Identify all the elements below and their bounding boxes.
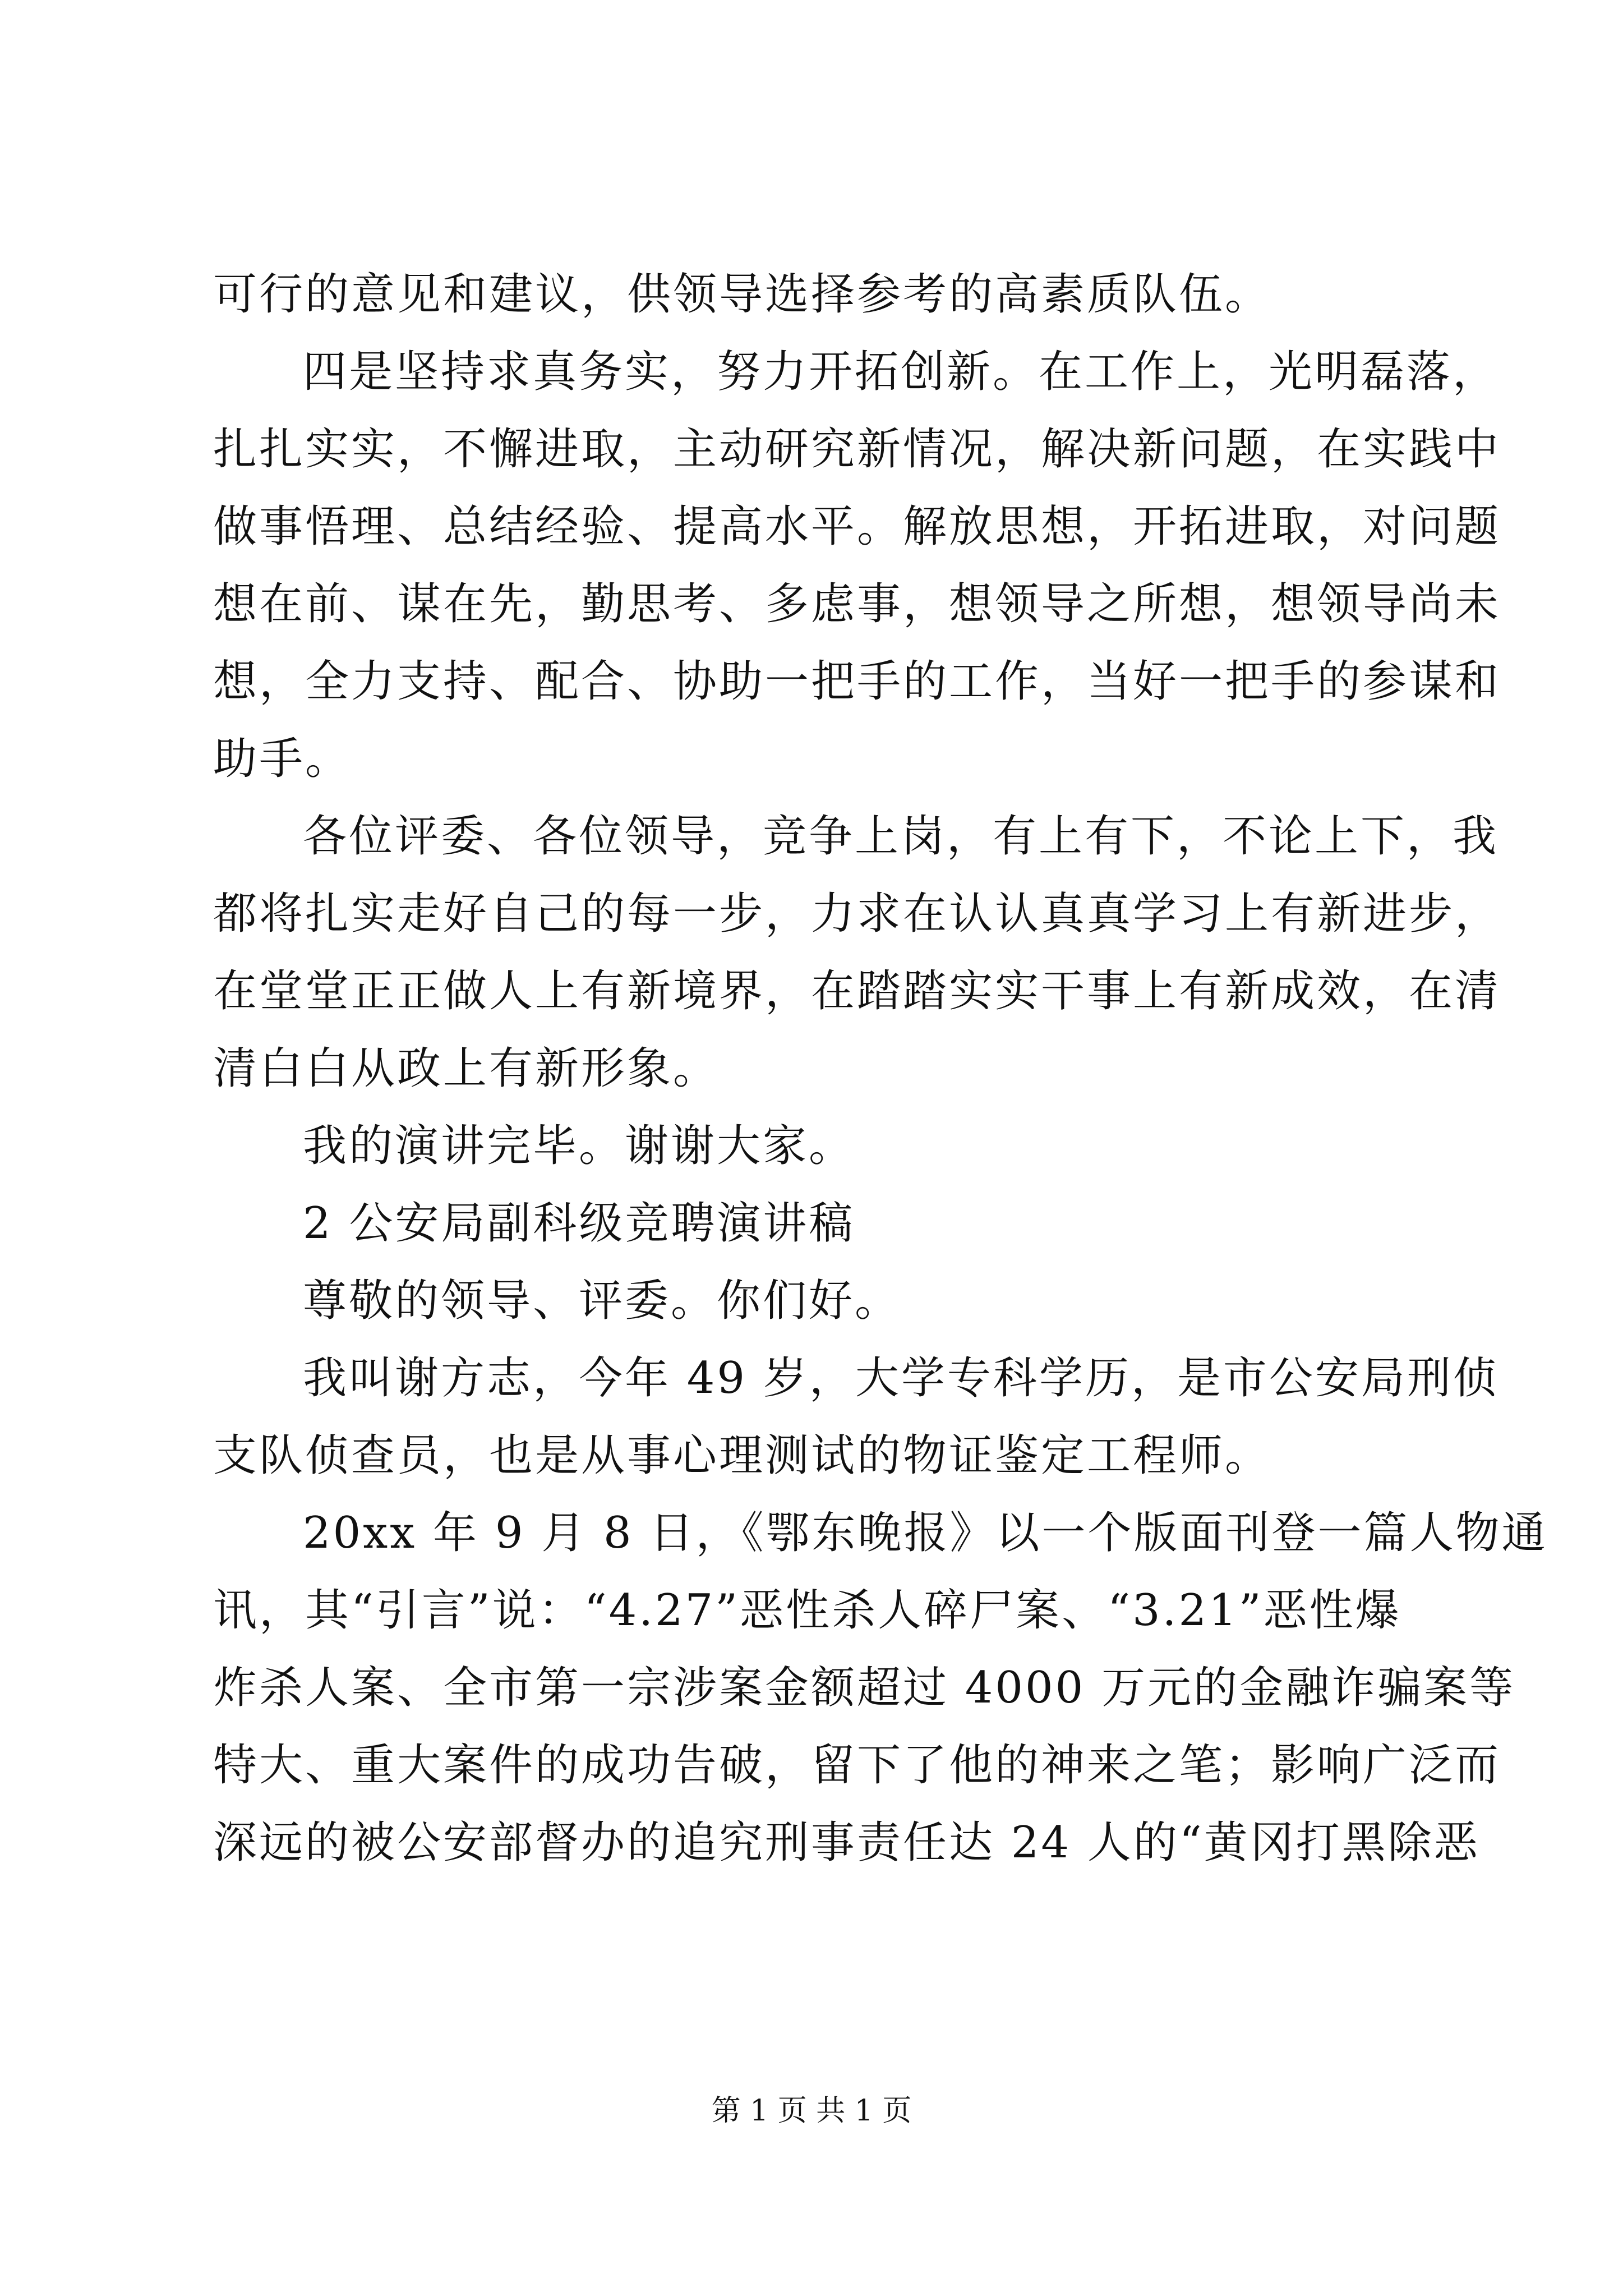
text-line: 炸杀人案、全市第一宗涉案金额超过 4000 万元的金融诈骗案等 bbox=[213, 1663, 1516, 1713]
section-heading: 2 公安局副科级竞聘演讲稿 bbox=[303, 1198, 855, 1249]
text-line: 支队侦查员，也是从事心理测试的物证鉴定工程师。 bbox=[213, 1430, 1271, 1481]
text-line: 深远的被公安部督办的追究刑事责任达 24 人的“黄冈打黑除恶 bbox=[213, 1818, 1480, 1868]
text-line: 清白白从政上有新形象。 bbox=[213, 1043, 720, 1094]
text-line: 想在前、谋在先，勤思考、多虑事，想领导之所想，想领导尚未 bbox=[213, 579, 1501, 629]
document-body bbox=[213, 256, 1548, 1881]
text-line: 讯，其“引言”说：“4.27”恶性杀人碎尸案、“3.21”恶性爆 bbox=[213, 1585, 1401, 1636]
text-line: 四是坚持求真务实，努力开拓创新。在工作上，光明磊落， bbox=[303, 347, 1499, 397]
text-line: 特大、重大案件的成功告破，留下了他的神来之笔；影响广泛而 bbox=[213, 1740, 1501, 1791]
text-line: 都将扎实走好自己的每一步，力求在认认真真学习上有新进步， bbox=[213, 889, 1501, 939]
text-line: 尊敬的领导、评委。你们好。 bbox=[303, 1276, 901, 1326]
page-footer: 第 1 页 共 1 页 bbox=[711, 2094, 912, 2128]
text-line: 做事悟理、总结经验、提高水平。解放思想，开拓进取，对问题 bbox=[213, 501, 1501, 552]
text-line: 在堂堂正正做人上有新境界，在踏踏实实干事上有新成效，在清 bbox=[213, 966, 1501, 1016]
text-line: 20xx 年 9 月 8 日，《鄂东晚报》以一个版面刊登一篇人物通 bbox=[303, 1508, 1548, 1558]
text-line: 各位评委、各位领导，竞争上岗，有上有下，不论上下，我 bbox=[303, 811, 1499, 862]
text-line: 可行的意见和建议，供领导选择参考的高素质队伍。 bbox=[213, 269, 1271, 320]
text-line: 助手。 bbox=[213, 734, 352, 784]
text-line: 我的演讲完毕。谢谢大家。 bbox=[303, 1121, 855, 1171]
text-line: 想，全力支持、配合、协助一把手的工作，当好一把手的参谋和 bbox=[213, 656, 1501, 707]
text-line: 扎扎实实，不懈进取，主动研究新情况，解决新问题，在实践中 bbox=[213, 424, 1501, 475]
text-line: 我叫谢方志，今年 49 岁，大学专科学历，是市公安局刑侦 bbox=[303, 1353, 1499, 1404]
